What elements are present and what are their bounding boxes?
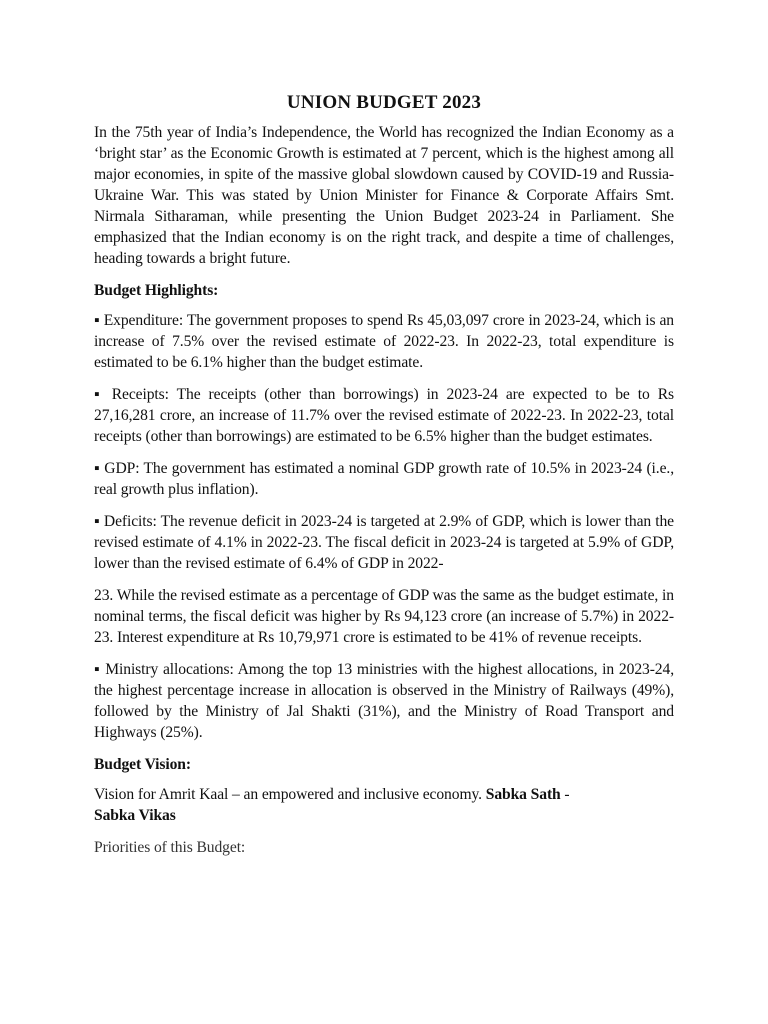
vision-paragraph (94, 784, 674, 826)
highlight-expenditure: ▪ Expenditure: The government proposes to spend Rs 45,03,097 crore in 2023-24, which is an increase of 7.5% over the revised estimate of 2022-23. In 2022-23, total expenditure is estimated to be 6.1% higher than the budget estimate. (94, 312, 674, 371)
highlight-receipts: ▪ Receipts: The receipts (other than borrowings) in 2023-24 are expected to be to Rs 27,16,281 crore, an increase of 11.7% over the revised estimate of 2022-23. In 2022-23, total receipts (other than borrowings) are estimated to be 6.5% higher than the budget estimates. (94, 386, 674, 445)
vision-separator: - (560, 786, 570, 803)
priorities-heading: Priorities of this Budget: (94, 839, 246, 856)
vision-bold-sabka-sath: Sabka Sath (485, 786, 561, 803)
highlight-ministry-allocations: ▪ Ministry allocations: Among the top 13 ministries with the highest allocations, in 2023-24, the highest percentage increase in allocation is observed in the Ministry of Railways (49%), followed by the Ministry of Jal Shakti (31%), and the Ministry of Road Transport and Highways (25%). (94, 661, 674, 741)
vision-text: Vision for Amrit Kaal – an empowered and inclusive economy. (94, 786, 486, 803)
vision-heading: Budget Vision: (94, 756, 191, 773)
document-title: UNION BUDGET 2023 (286, 92, 482, 113)
highlight-deficits-continued: 23. While the revised estimate as a percentage of GDP was the same as the budget estimate, in nominal terms, the fiscal deficit was higher by Rs 94,123 crore (an increase of 5.7%) in 2022-23. Interest expenditure at Rs 10,79,971 crore is estimated to be 41% of revenue receipts. (94, 587, 674, 646)
highlight-deficits: ▪ Deficits: The revenue deficit in 2023-24 is targeted at 2.9% of GDP, which is lower than the revised estimate of 4.1% in 2022-23. The fiscal deficit in 2023-24 is targeted at 5.9% of GDP, lower than the revised estimate of 6.4% of GDP in 2022- (94, 513, 674, 572)
intro-paragraph: In the 75th year of India’s Independence, the World has recognized the Indian Economy as a ‘bright star’ as the Economic Growth is estimated at 7 percent, which is the highest among all major economies, in spite of the massive global slowdown caused by COVID-19 and Russia-Ukraine War. This was stated by Union Minister for Finance & Corporate Affairs Smt. Nirmala Sitharaman, while presenting the Union Budget 2023-24 in Parliament. She emphasized that the Indian economy is on the right track, and despite a time of challenges, heading towards a bright future. (94, 124, 674, 267)
highlight-gdp: ▪ GDP: The government has estimated a nominal GDP growth rate of 10.5% in 2023-24 (i.e., real growth plus inflation). (94, 460, 674, 498)
vision-bold-sabka-vikas: Sabka Vikas (94, 807, 176, 824)
highlights-heading: Budget Highlights: (94, 282, 219, 299)
